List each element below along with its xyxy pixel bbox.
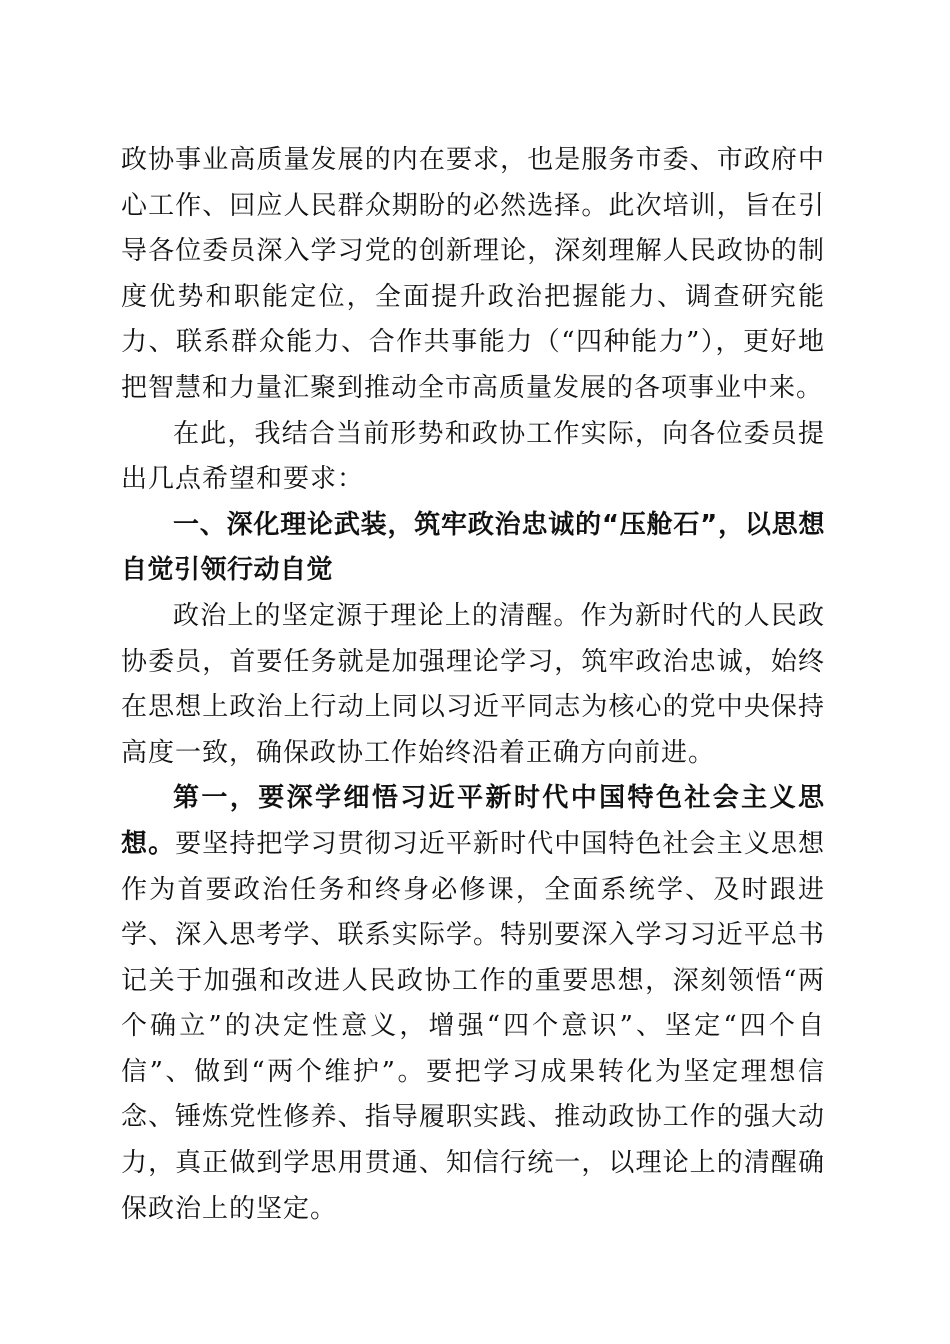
section-intro-paragraph: 政治上的坚定源于理论上的清醒。作为新时代的人民政协委员，首要任务就是加强理论学习，筑牢政治忠诚，始终在思想上政治上行动上同以习近平同志为核心的党中央保持高度一致，确保政协工作始终沿着正确方向前进。 (121, 600, 825, 768)
point-one-paragraph (121, 776, 825, 1232)
point-one-lead: 第一，要深学细悟习近平新时代中国特色社会主义思想。 (121, 783, 825, 859)
paragraph-requirements-intro: 在此，我结合当前形势和政协工作实际，向各位委员提出几点希望和要求： (121, 418, 825, 495)
point-one-body: 要坚持把学习贯彻习近平新时代中国特色社会主义思想作为首要政治任务和终身必修课，全面系统学、及时跟进学、深入思考学、联系实际学。特别要深入学习习近平总书记关于加强和改进人民政协工作的重要思想，深刻领悟“两个确立”的决定性意义，增强“四个意识”、坚定“四个自信”、做到“两个维护”。要把学习成果转化为坚定理想信念、锤炼党性修养、指导履职实践、推动政协工作的强大动力，真正做到学思用贯通、知信行统一，以理论上的清醒确保政治上的坚定。 (121, 828, 825, 1224)
section-heading-one: 一、深化理论武装，筑牢政治忠诚的“压舱石”，以思想自觉引领行动自觉 (121, 509, 825, 586)
document-body (121, 138, 825, 1232)
paragraph-continuation: 政协事业高质量发展的内在要求，也是服务市委、市政府中心工作、回应人民群众期盼的必然选择。此次培训，旨在引导各位委员深入学习党的创新理论，深刻理解人民政协的制度优势和职能定位，全面提升政治把握能力、调查研究能力、联系群众能力、合作共事能力（“四种能力”），更好地把智慧和力量汇聚到推动全市高质量发展的各项事业中来。 (121, 145, 825, 403)
